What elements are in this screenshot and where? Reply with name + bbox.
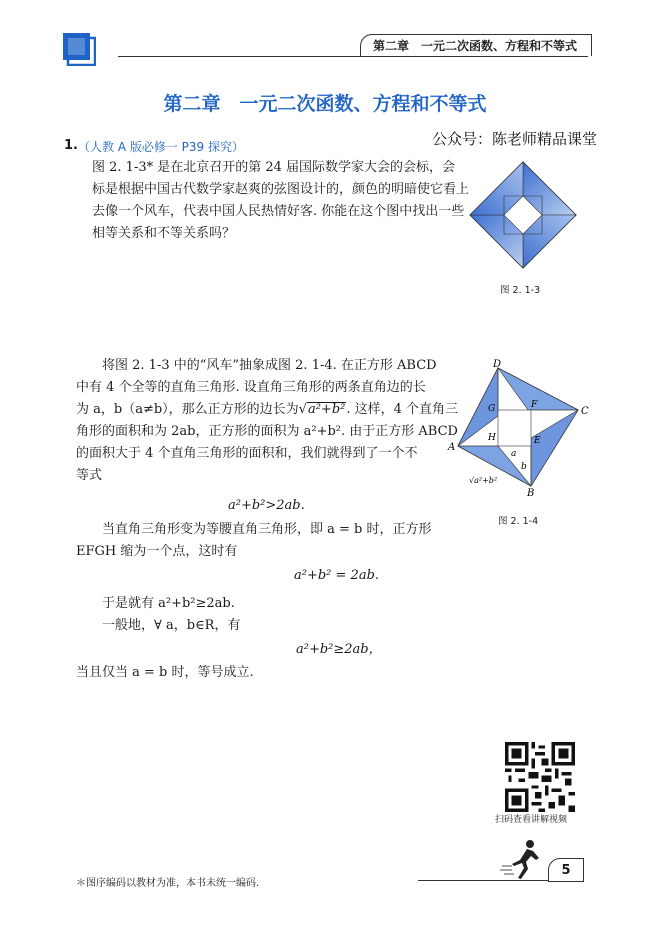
vertex-label: D [493, 359, 502, 370]
runner-icon [498, 836, 544, 882]
sqrt-radicand: a²+b² [307, 402, 346, 417]
text-line: 将图 2. 1-3 中的“风车”抽象成图 2. 1-4. 在正方形 ABCD [102, 358, 437, 373]
watermark: 公众号：陈老师精品课堂 [432, 130, 598, 148]
page-title: 第二章 一元二次函数、方程和不等式 [163, 93, 487, 115]
text-line: 中有 4 个全等的直角三角形. 设直角三角形的两条直角边的长 [76, 380, 426, 395]
page-number: 5 [548, 858, 584, 882]
exercise-text [92, 157, 470, 245]
text-line: 当直角三角形变为等腰直角三角形，即 a = b 时，正方形 [102, 522, 432, 537]
square-abcd-figure [443, 358, 593, 503]
side-label: b [521, 462, 527, 472]
text-line: 角形的面积和为 2ab，正方形的面积为 a²+b². 由于正方形 ABCD [76, 424, 458, 439]
equality-paragraph [76, 519, 496, 563]
vertex-label: H [488, 433, 496, 443]
text-line: 的面积大于 4 个直角三角形的面积和，我们就得到了一个不 [76, 446, 418, 461]
vertex-label: E [534, 436, 541, 446]
exercise-line: 去像一个风车，代表中国人民热情好客. 你能在这个图中找出一些 [92, 204, 465, 219]
figure-caption: 图 2. 1-3 [500, 285, 541, 296]
conclusion-line: 于是就有 a²+b²≥2ab. [102, 596, 235, 611]
footnote: ＊图序编码以教材为准，本书未统一编码. [76, 878, 260, 889]
text-line: EFGH 缩为一个点，这时有 [76, 544, 238, 559]
qr-code[interactable] [505, 742, 575, 812]
vertex-label: G [488, 404, 496, 414]
sqrt-expression: √a²+b² [298, 402, 346, 417]
general-line: 一般地，∀ a，b∈R，有 [102, 618, 241, 633]
hypotenuse-label: √a²+b² [469, 476, 498, 485]
footer-rule [418, 880, 562, 881]
pinwheel-figure [468, 160, 578, 270]
text-span: 为 a，b（a≠b），那么正方形的边长为 [76, 402, 299, 417]
text-line: 等式 [76, 468, 103, 483]
exercise-source: （人教 A 版必修一 P39 探究） [78, 140, 244, 154]
text-line [76, 399, 459, 421]
vertex-label: F [531, 400, 538, 410]
side-label: a [511, 449, 517, 459]
inequality-formula: a²+b²>2ab. [228, 498, 305, 513]
qr-caption: 扫码查看讲解视频 [495, 815, 568, 825]
derivation-paragraph [76, 355, 459, 487]
vertex-label: C [581, 406, 589, 417]
exercise-number: 1. [64, 138, 78, 153]
exercise-line: 图 2. 1-3* 是在北京召开的第 24 届国际数学家大会的会标，会 [92, 160, 456, 175]
general-formula: a²+b²≥2ab， [296, 642, 382, 657]
chapter-tab: 第二章 一元二次函数、方程和不等式 [360, 34, 592, 56]
exercise-line: 标是根据中国古代数学家赵爽的弦图设计的，颜色的明暗使它看上 [92, 182, 470, 197]
vertex-label: A [448, 442, 456, 453]
figure-caption: 图 2. 1-4 [498, 516, 539, 527]
vertex-label: B [527, 488, 535, 499]
equality-formula: a²+b² = 2ab. [294, 568, 380, 583]
exercise-line: 相等关系和不等关系吗？ [92, 226, 236, 241]
text-span: . 这样，4 个直角三 [346, 402, 459, 417]
equality-condition: 当且仅当 a = b 时，等号成立. [76, 665, 254, 680]
book-logo-icon [62, 32, 96, 66]
